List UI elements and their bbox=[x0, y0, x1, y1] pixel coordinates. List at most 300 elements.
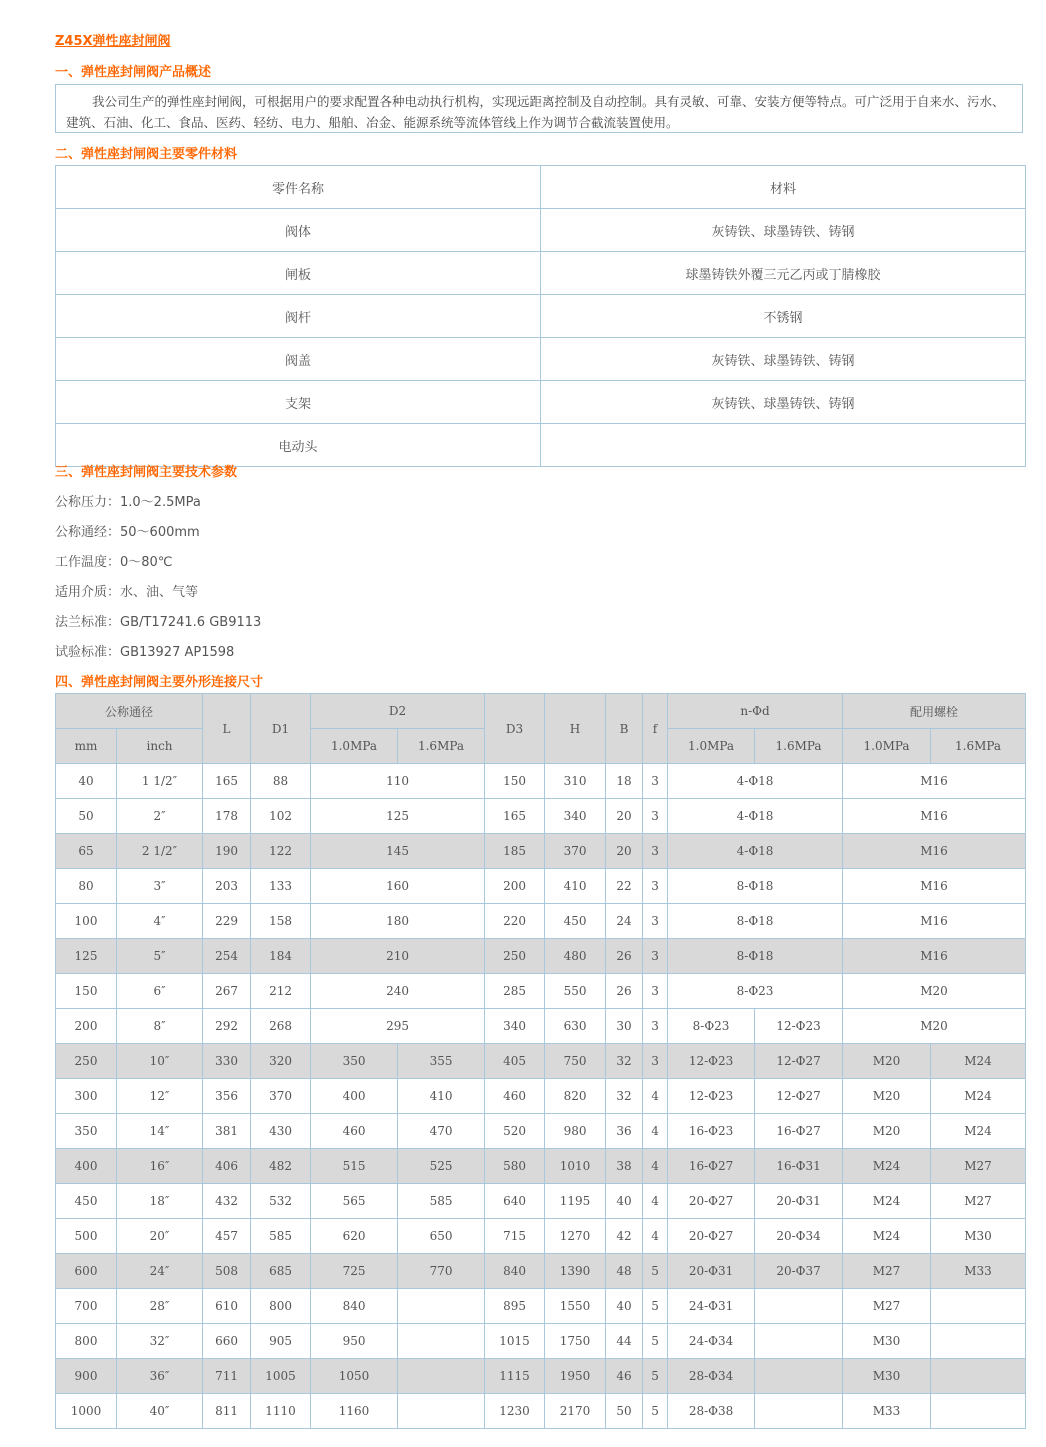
cell-f: 4 bbox=[643, 1149, 668, 1184]
cell-B: 40 bbox=[606, 1184, 643, 1219]
cell-bolt-1.0mpa: M27 bbox=[843, 1254, 931, 1289]
cell-D3: 165 bbox=[485, 799, 545, 834]
cell-nd-1.6mpa bbox=[755, 1289, 843, 1324]
cell-inch: 4″ bbox=[117, 904, 203, 939]
cell-bolt-1.0mpa: M20 bbox=[843, 1079, 931, 1114]
part-material: 灰铸铁、球墨铸铁、铸钢 bbox=[541, 209, 1026, 252]
cell-inch: 1 1/2″ bbox=[117, 764, 203, 799]
cell-D3: 840 bbox=[485, 1254, 545, 1289]
cell-D2-1.0mpa: 725 bbox=[311, 1254, 398, 1289]
cell-f: 3 bbox=[643, 939, 668, 974]
cell-f: 5 bbox=[643, 1289, 668, 1324]
table-row bbox=[56, 295, 1026, 338]
cell-bolt-1.0mpa: M24 bbox=[843, 1149, 931, 1184]
table-row bbox=[56, 1219, 1026, 1254]
cell-mm: 65 bbox=[56, 834, 117, 869]
cell-L: 508 bbox=[203, 1254, 251, 1289]
header-d2-1.0mpa: 1.0MPa bbox=[311, 729, 398, 764]
cell-bolt-1.0mpa: M30 bbox=[843, 1359, 931, 1394]
cell-nd: 4-Φ18 bbox=[668, 834, 843, 869]
cell-D2-1.0mpa: 515 bbox=[311, 1149, 398, 1184]
table-row bbox=[56, 1254, 1026, 1289]
cell-inch: 5″ bbox=[117, 939, 203, 974]
cell-L: 610 bbox=[203, 1289, 251, 1324]
cell-f: 3 bbox=[643, 974, 668, 1009]
cell-L: 432 bbox=[203, 1184, 251, 1219]
cell-bolt-1.0mpa: M30 bbox=[843, 1324, 931, 1359]
cell-D3: 520 bbox=[485, 1114, 545, 1149]
cell-B: 30 bbox=[606, 1009, 643, 1044]
cell-L: 406 bbox=[203, 1149, 251, 1184]
cell-D2-1.6mpa: 525 bbox=[398, 1149, 485, 1184]
cell-nd-1.6mpa: 20-Φ37 bbox=[755, 1254, 843, 1289]
table-row bbox=[56, 1044, 1026, 1079]
cell-mm: 800 bbox=[56, 1324, 117, 1359]
cell-inch: 2 1/2″ bbox=[117, 834, 203, 869]
header-nd: n-Φd bbox=[668, 694, 843, 729]
cell-D1: 102 bbox=[251, 799, 311, 834]
cell-bolt: M20 bbox=[843, 974, 1026, 1009]
cell-D3: 580 bbox=[485, 1149, 545, 1184]
cell-nd-1.0mpa: 28-Φ38 bbox=[668, 1394, 755, 1429]
cell-inch: 3″ bbox=[117, 869, 203, 904]
header-f: f bbox=[643, 694, 668, 764]
cell-bolt-1.6mpa: M27 bbox=[931, 1149, 1026, 1184]
cell-B: 26 bbox=[606, 974, 643, 1009]
cell-D3: 1115 bbox=[485, 1359, 545, 1394]
cell-B: 20 bbox=[606, 799, 643, 834]
cell-bolt-1.0mpa: M33 bbox=[843, 1394, 931, 1429]
cell-B: 36 bbox=[606, 1114, 643, 1149]
cell-B: 26 bbox=[606, 939, 643, 974]
cell-f: 3 bbox=[643, 799, 668, 834]
table-row bbox=[56, 1079, 1026, 1114]
cell-f: 3 bbox=[643, 1009, 668, 1044]
cell-mm: 1000 bbox=[56, 1394, 117, 1429]
table-row bbox=[56, 1009, 1026, 1044]
cell-H: 550 bbox=[545, 974, 606, 1009]
cell-D3: 220 bbox=[485, 904, 545, 939]
header-D3: D3 bbox=[485, 694, 545, 764]
cell-D2: 160 bbox=[311, 869, 485, 904]
param-diameter: 公称通经：50～600mm bbox=[55, 525, 200, 540]
cell-D2-1.6mpa: 770 bbox=[398, 1254, 485, 1289]
cell-D2-1.0mpa: 950 bbox=[311, 1324, 398, 1359]
part-name: 阀杆 bbox=[56, 295, 541, 338]
cell-L: 711 bbox=[203, 1359, 251, 1394]
cell-D1: 1005 bbox=[251, 1359, 311, 1394]
cell-D1: 212 bbox=[251, 974, 311, 1009]
cell-bolt: M16 bbox=[843, 904, 1026, 939]
header-mm: mm bbox=[56, 729, 117, 764]
cell-nd: 8-Φ18 bbox=[668, 939, 843, 974]
cell-B: 40 bbox=[606, 1289, 643, 1324]
cell-L: 811 bbox=[203, 1394, 251, 1429]
cell-inch: 40″ bbox=[117, 1394, 203, 1429]
cell-H: 820 bbox=[545, 1079, 606, 1114]
section-heading-materials: 二、弹性座封闸阀主要零件材料 bbox=[55, 147, 238, 162]
cell-inch: 36″ bbox=[117, 1359, 203, 1394]
cell-D2-1.0mpa: 565 bbox=[311, 1184, 398, 1219]
cell-L: 660 bbox=[203, 1324, 251, 1359]
cell-mm: 700 bbox=[56, 1289, 117, 1324]
table-row bbox=[56, 799, 1026, 834]
cell-H: 630 bbox=[545, 1009, 606, 1044]
header-D2: D2 bbox=[311, 694, 485, 729]
table-row bbox=[56, 338, 1026, 381]
cell-nd: 4-Φ18 bbox=[668, 764, 843, 799]
cell-D2: 145 bbox=[311, 834, 485, 869]
cell-D1: 532 bbox=[251, 1184, 311, 1219]
cell-B: 20 bbox=[606, 834, 643, 869]
header-H: H bbox=[545, 694, 606, 764]
cell-mm: 200 bbox=[56, 1009, 117, 1044]
cell-D2-1.6mpa: 470 bbox=[398, 1114, 485, 1149]
header-D1: D1 bbox=[251, 694, 311, 764]
cell-D2: 240 bbox=[311, 974, 485, 1009]
table-row bbox=[56, 1394, 1026, 1429]
part-material: 灰铸铁、球墨铸铁、铸钢 bbox=[541, 338, 1026, 381]
cell-f: 3 bbox=[643, 904, 668, 939]
cell-D2-1.6mpa bbox=[398, 1359, 485, 1394]
cell-bolt-1.6mpa: M30 bbox=[931, 1219, 1026, 1254]
cell-bolt: M20 bbox=[843, 1009, 1026, 1044]
table-row bbox=[56, 1184, 1026, 1219]
cell-inch: 8″ bbox=[117, 1009, 203, 1044]
cell-D1: 482 bbox=[251, 1149, 311, 1184]
cell-nd: 4-Φ18 bbox=[668, 799, 843, 834]
cell-inch: 24″ bbox=[117, 1254, 203, 1289]
cell-nd-1.6mpa: 12-Φ27 bbox=[755, 1044, 843, 1079]
cell-D3: 640 bbox=[485, 1184, 545, 1219]
cell-H: 480 bbox=[545, 939, 606, 974]
cell-nd-1.0mpa: 24-Φ34 bbox=[668, 1324, 755, 1359]
cell-f: 4 bbox=[643, 1114, 668, 1149]
cell-D1: 1110 bbox=[251, 1394, 311, 1429]
cell-nd-1.6mpa bbox=[755, 1324, 843, 1359]
param-medium: 适用介质：水、油、气等 bbox=[55, 585, 199, 600]
cell-bolt-1.6mpa: M27 bbox=[931, 1184, 1026, 1219]
cell-f: 5 bbox=[643, 1359, 668, 1394]
cell-B: 24 bbox=[606, 904, 643, 939]
cell-D3: 715 bbox=[485, 1219, 545, 1254]
cell-mm: 900 bbox=[56, 1359, 117, 1394]
cell-inch: 32″ bbox=[117, 1324, 203, 1359]
param-flange-standard: 法兰标准：GB/T17241.6 GB9113 bbox=[55, 615, 262, 630]
cell-H: 340 bbox=[545, 799, 606, 834]
header-material: 材料 bbox=[541, 166, 1026, 209]
cell-H: 2170 bbox=[545, 1394, 606, 1429]
cell-D3: 1015 bbox=[485, 1324, 545, 1359]
cell-bolt: M16 bbox=[843, 869, 1026, 904]
cell-D2-1.0mpa: 400 bbox=[311, 1079, 398, 1114]
cell-mm: 150 bbox=[56, 974, 117, 1009]
cell-D2-1.6mpa: 650 bbox=[398, 1219, 485, 1254]
cell-D2-1.0mpa: 620 bbox=[311, 1219, 398, 1254]
cell-bolt-1.0mpa: M27 bbox=[843, 1289, 931, 1324]
cell-inch: 18″ bbox=[117, 1184, 203, 1219]
cell-B: 22 bbox=[606, 869, 643, 904]
part-name: 阀盖 bbox=[56, 338, 541, 381]
header-nd-1.0mpa: 1.0MPa bbox=[668, 729, 755, 764]
cell-D3: 200 bbox=[485, 869, 545, 904]
cell-bolt-1.0mpa: M20 bbox=[843, 1044, 931, 1079]
cell-B: 32 bbox=[606, 1044, 643, 1079]
overview-box: 我公司生产的弹性座封闸阀，可根据用户的要求配置各种电动执行机构，实现远距离控制及自动控制。具有灵敏、可靠、安装方便等特点。可广泛用于自来水、污水、建筑、石油、化工、食品、医药、轻纺、电力、船舶、冶金、能源系统等流体管线上作为调节合截流装置使用。 bbox=[55, 84, 1023, 133]
cell-f: 4 bbox=[643, 1079, 668, 1114]
cell-D3: 185 bbox=[485, 834, 545, 869]
cell-H: 980 bbox=[545, 1114, 606, 1149]
cell-D2: 125 bbox=[311, 799, 485, 834]
cell-nd-1.0mpa: 8-Φ23 bbox=[668, 1009, 755, 1044]
cell-f: 5 bbox=[643, 1254, 668, 1289]
cell-bolt-1.6mpa: M33 bbox=[931, 1254, 1026, 1289]
header-L: L bbox=[203, 694, 251, 764]
cell-nd-1.0mpa: 20-Φ27 bbox=[668, 1219, 755, 1254]
table-row bbox=[56, 834, 1026, 869]
cell-mm: 400 bbox=[56, 1149, 117, 1184]
cell-D1: 158 bbox=[251, 904, 311, 939]
cell-H: 370 bbox=[545, 834, 606, 869]
cell-mm: 50 bbox=[56, 799, 117, 834]
cell-L: 229 bbox=[203, 904, 251, 939]
cell-H: 1195 bbox=[545, 1184, 606, 1219]
cell-D2: 110 bbox=[311, 764, 485, 799]
cell-f: 3 bbox=[643, 869, 668, 904]
dimensions-table bbox=[55, 693, 1026, 1429]
cell-H: 1010 bbox=[545, 1149, 606, 1184]
header-d2-1.6mpa: 1.6MPa bbox=[398, 729, 485, 764]
cell-mm: 100 bbox=[56, 904, 117, 939]
cell-H: 1390 bbox=[545, 1254, 606, 1289]
cell-D2-1.0mpa: 1160 bbox=[311, 1394, 398, 1429]
cell-D2-1.6mpa bbox=[398, 1289, 485, 1324]
cell-nd-1.0mpa: 20-Φ31 bbox=[668, 1254, 755, 1289]
table-row bbox=[56, 1324, 1026, 1359]
part-material: 球墨铸铁外覆三元乙丙或丁腈橡胶 bbox=[541, 252, 1026, 295]
cell-D1: 122 bbox=[251, 834, 311, 869]
cell-inch: 6″ bbox=[117, 974, 203, 1009]
cell-L: 292 bbox=[203, 1009, 251, 1044]
cell-D3: 895 bbox=[485, 1289, 545, 1324]
cell-f: 3 bbox=[643, 1044, 668, 1079]
part-name: 闸板 bbox=[56, 252, 541, 295]
cell-nd-1.0mpa: 12-Φ23 bbox=[668, 1044, 755, 1079]
cell-nd-1.6mpa bbox=[755, 1394, 843, 1429]
cell-nd-1.0mpa: 24-Φ31 bbox=[668, 1289, 755, 1324]
cell-D1: 133 bbox=[251, 869, 311, 904]
header-bolt-1.6mpa: 1.6MPa bbox=[931, 729, 1026, 764]
cell-H: 1950 bbox=[545, 1359, 606, 1394]
cell-f: 5 bbox=[643, 1394, 668, 1429]
param-pressure: 公称压力：1.0～2.5MPa bbox=[55, 495, 201, 510]
cell-D1: 800 bbox=[251, 1289, 311, 1324]
cell-D3: 340 bbox=[485, 1009, 545, 1044]
cell-D2-1.0mpa: 460 bbox=[311, 1114, 398, 1149]
section-heading-overview: 一、弹性座封闸阀产品概述 bbox=[55, 65, 212, 80]
header-bolt-1.0mpa: 1.0MPa bbox=[843, 729, 931, 764]
cell-bolt-1.0mpa: M20 bbox=[843, 1114, 931, 1149]
cell-B: 42 bbox=[606, 1219, 643, 1254]
cell-H: 1270 bbox=[545, 1219, 606, 1254]
cell-f: 4 bbox=[643, 1219, 668, 1254]
cell-B: 18 bbox=[606, 764, 643, 799]
part-material: 不锈钢 bbox=[541, 295, 1026, 338]
cell-L: 165 bbox=[203, 764, 251, 799]
cell-f: 3 bbox=[643, 764, 668, 799]
cell-D1: 370 bbox=[251, 1079, 311, 1114]
table-row bbox=[56, 252, 1026, 295]
part-name: 电动头 bbox=[56, 424, 541, 467]
cell-nd-1.0mpa: 20-Φ27 bbox=[668, 1184, 755, 1219]
cell-D2-1.0mpa: 1050 bbox=[311, 1359, 398, 1394]
table-row bbox=[56, 764, 1026, 799]
section-heading-dimensions: 四、弹性座封闸阀主要外形连接尺寸 bbox=[55, 675, 264, 690]
cell-bolt-1.0mpa: M24 bbox=[843, 1219, 931, 1254]
cell-D2: 295 bbox=[311, 1009, 485, 1044]
param-temperature: 工作温度：0～80℃ bbox=[55, 555, 173, 570]
section-heading-params: 三、弹性座封闸阀主要技术参数 bbox=[55, 465, 238, 480]
cell-D1: 430 bbox=[251, 1114, 311, 1149]
cell-nd-1.6mpa: 12-Φ23 bbox=[755, 1009, 843, 1044]
materials-table bbox=[55, 165, 1026, 467]
table-row bbox=[56, 209, 1026, 252]
cell-mm: 450 bbox=[56, 1184, 117, 1219]
cell-bolt-1.6mpa bbox=[931, 1289, 1026, 1324]
cell-D2: 180 bbox=[311, 904, 485, 939]
header-nominal: 公称通径 bbox=[56, 694, 203, 729]
cell-D1: 88 bbox=[251, 764, 311, 799]
cell-nd-1.6mpa: 16-Φ31 bbox=[755, 1149, 843, 1184]
header-inch: inch bbox=[117, 729, 203, 764]
table-row bbox=[56, 869, 1026, 904]
cell-mm: 250 bbox=[56, 1044, 117, 1079]
cell-bolt-1.6mpa: M24 bbox=[931, 1114, 1026, 1149]
cell-L: 267 bbox=[203, 974, 251, 1009]
table-row bbox=[56, 1289, 1026, 1324]
table-row bbox=[56, 974, 1026, 1009]
cell-bolt-1.6mpa bbox=[931, 1359, 1026, 1394]
cell-H: 1550 bbox=[545, 1289, 606, 1324]
cell-D2-1.6mpa bbox=[398, 1394, 485, 1429]
cell-D3: 150 bbox=[485, 764, 545, 799]
cell-D1: 320 bbox=[251, 1044, 311, 1079]
cell-L: 203 bbox=[203, 869, 251, 904]
cell-D2-1.6mpa: 355 bbox=[398, 1044, 485, 1079]
cell-H: 750 bbox=[545, 1044, 606, 1079]
cell-nd-1.6mpa bbox=[755, 1359, 843, 1394]
part-material bbox=[541, 424, 1026, 467]
cell-D2-1.0mpa: 350 bbox=[311, 1044, 398, 1079]
cell-bolt: M16 bbox=[843, 799, 1026, 834]
cell-B: 48 bbox=[606, 1254, 643, 1289]
dimensions-table-body bbox=[56, 764, 1026, 1429]
cell-bolt-1.0mpa: M24 bbox=[843, 1184, 931, 1219]
table-row bbox=[56, 1359, 1026, 1394]
cell-D3: 250 bbox=[485, 939, 545, 974]
cell-mm: 500 bbox=[56, 1219, 117, 1254]
cell-inch: 20″ bbox=[117, 1219, 203, 1254]
table-row bbox=[56, 1114, 1026, 1149]
cell-nd-1.0mpa: 16-Φ27 bbox=[668, 1149, 755, 1184]
cell-f: 5 bbox=[643, 1324, 668, 1359]
cell-bolt-1.6mpa bbox=[931, 1394, 1026, 1429]
cell-D2-1.6mpa: 585 bbox=[398, 1184, 485, 1219]
cell-L: 381 bbox=[203, 1114, 251, 1149]
cell-D1: 268 bbox=[251, 1009, 311, 1044]
cell-D1: 184 bbox=[251, 939, 311, 974]
part-name: 支架 bbox=[56, 381, 541, 424]
cell-B: 38 bbox=[606, 1149, 643, 1184]
cell-nd-1.0mpa: 28-Φ34 bbox=[668, 1359, 755, 1394]
cell-mm: 125 bbox=[56, 939, 117, 974]
cell-bolt: M16 bbox=[843, 939, 1026, 974]
cell-L: 190 bbox=[203, 834, 251, 869]
cell-D1: 685 bbox=[251, 1254, 311, 1289]
cell-L: 457 bbox=[203, 1219, 251, 1254]
cell-D3: 405 bbox=[485, 1044, 545, 1079]
cell-bolt-1.6mpa: M24 bbox=[931, 1079, 1026, 1114]
cell-mm: 40 bbox=[56, 764, 117, 799]
cell-inch: 10″ bbox=[117, 1044, 203, 1079]
cell-L: 178 bbox=[203, 799, 251, 834]
header-bolt: 配用螺栓 bbox=[843, 694, 1026, 729]
header-part-name: 零件名称 bbox=[56, 166, 541, 209]
cell-nd-1.6mpa: 16-Φ27 bbox=[755, 1114, 843, 1149]
cell-mm: 600 bbox=[56, 1254, 117, 1289]
cell-D2-1.0mpa: 840 bbox=[311, 1289, 398, 1324]
cell-inch: 28″ bbox=[117, 1289, 203, 1324]
header-B: B bbox=[606, 694, 643, 764]
cell-mm: 80 bbox=[56, 869, 117, 904]
cell-D3: 285 bbox=[485, 974, 545, 1009]
cell-H: 1750 bbox=[545, 1324, 606, 1359]
cell-nd-1.6mpa: 20-Φ31 bbox=[755, 1184, 843, 1219]
cell-inch: 12″ bbox=[117, 1079, 203, 1114]
cell-bolt-1.6mpa bbox=[931, 1324, 1026, 1359]
cell-D2-1.6mpa bbox=[398, 1324, 485, 1359]
part-name: 阀体 bbox=[56, 209, 541, 252]
cell-f: 3 bbox=[643, 834, 668, 869]
table-header-row bbox=[56, 166, 1026, 209]
cell-B: 44 bbox=[606, 1324, 643, 1359]
cell-D3: 1230 bbox=[485, 1394, 545, 1429]
table-row bbox=[56, 939, 1026, 974]
table-row bbox=[56, 1149, 1026, 1184]
cell-D1: 585 bbox=[251, 1219, 311, 1254]
cell-B: 46 bbox=[606, 1359, 643, 1394]
cell-mm: 300 bbox=[56, 1079, 117, 1114]
cell-inch: 2″ bbox=[117, 799, 203, 834]
cell-D1: 905 bbox=[251, 1324, 311, 1359]
page-title: Z45X弹性座封闸阀 bbox=[55, 34, 171, 49]
table-row bbox=[56, 904, 1026, 939]
cell-f: 4 bbox=[643, 1184, 668, 1219]
cell-bolt-1.6mpa: M24 bbox=[931, 1044, 1026, 1079]
cell-nd-1.0mpa: 16-Φ23 bbox=[668, 1114, 755, 1149]
table-header-row bbox=[56, 694, 1026, 729]
cell-H: 310 bbox=[545, 764, 606, 799]
cell-bolt: M16 bbox=[843, 764, 1026, 799]
cell-L: 356 bbox=[203, 1079, 251, 1114]
cell-inch: 14″ bbox=[117, 1114, 203, 1149]
cell-B: 50 bbox=[606, 1394, 643, 1429]
part-material: 灰铸铁、球墨铸铁、铸钢 bbox=[541, 381, 1026, 424]
cell-mm: 350 bbox=[56, 1114, 117, 1149]
cell-inch: 16″ bbox=[117, 1149, 203, 1184]
cell-bolt: M16 bbox=[843, 834, 1026, 869]
cell-L: 330 bbox=[203, 1044, 251, 1079]
